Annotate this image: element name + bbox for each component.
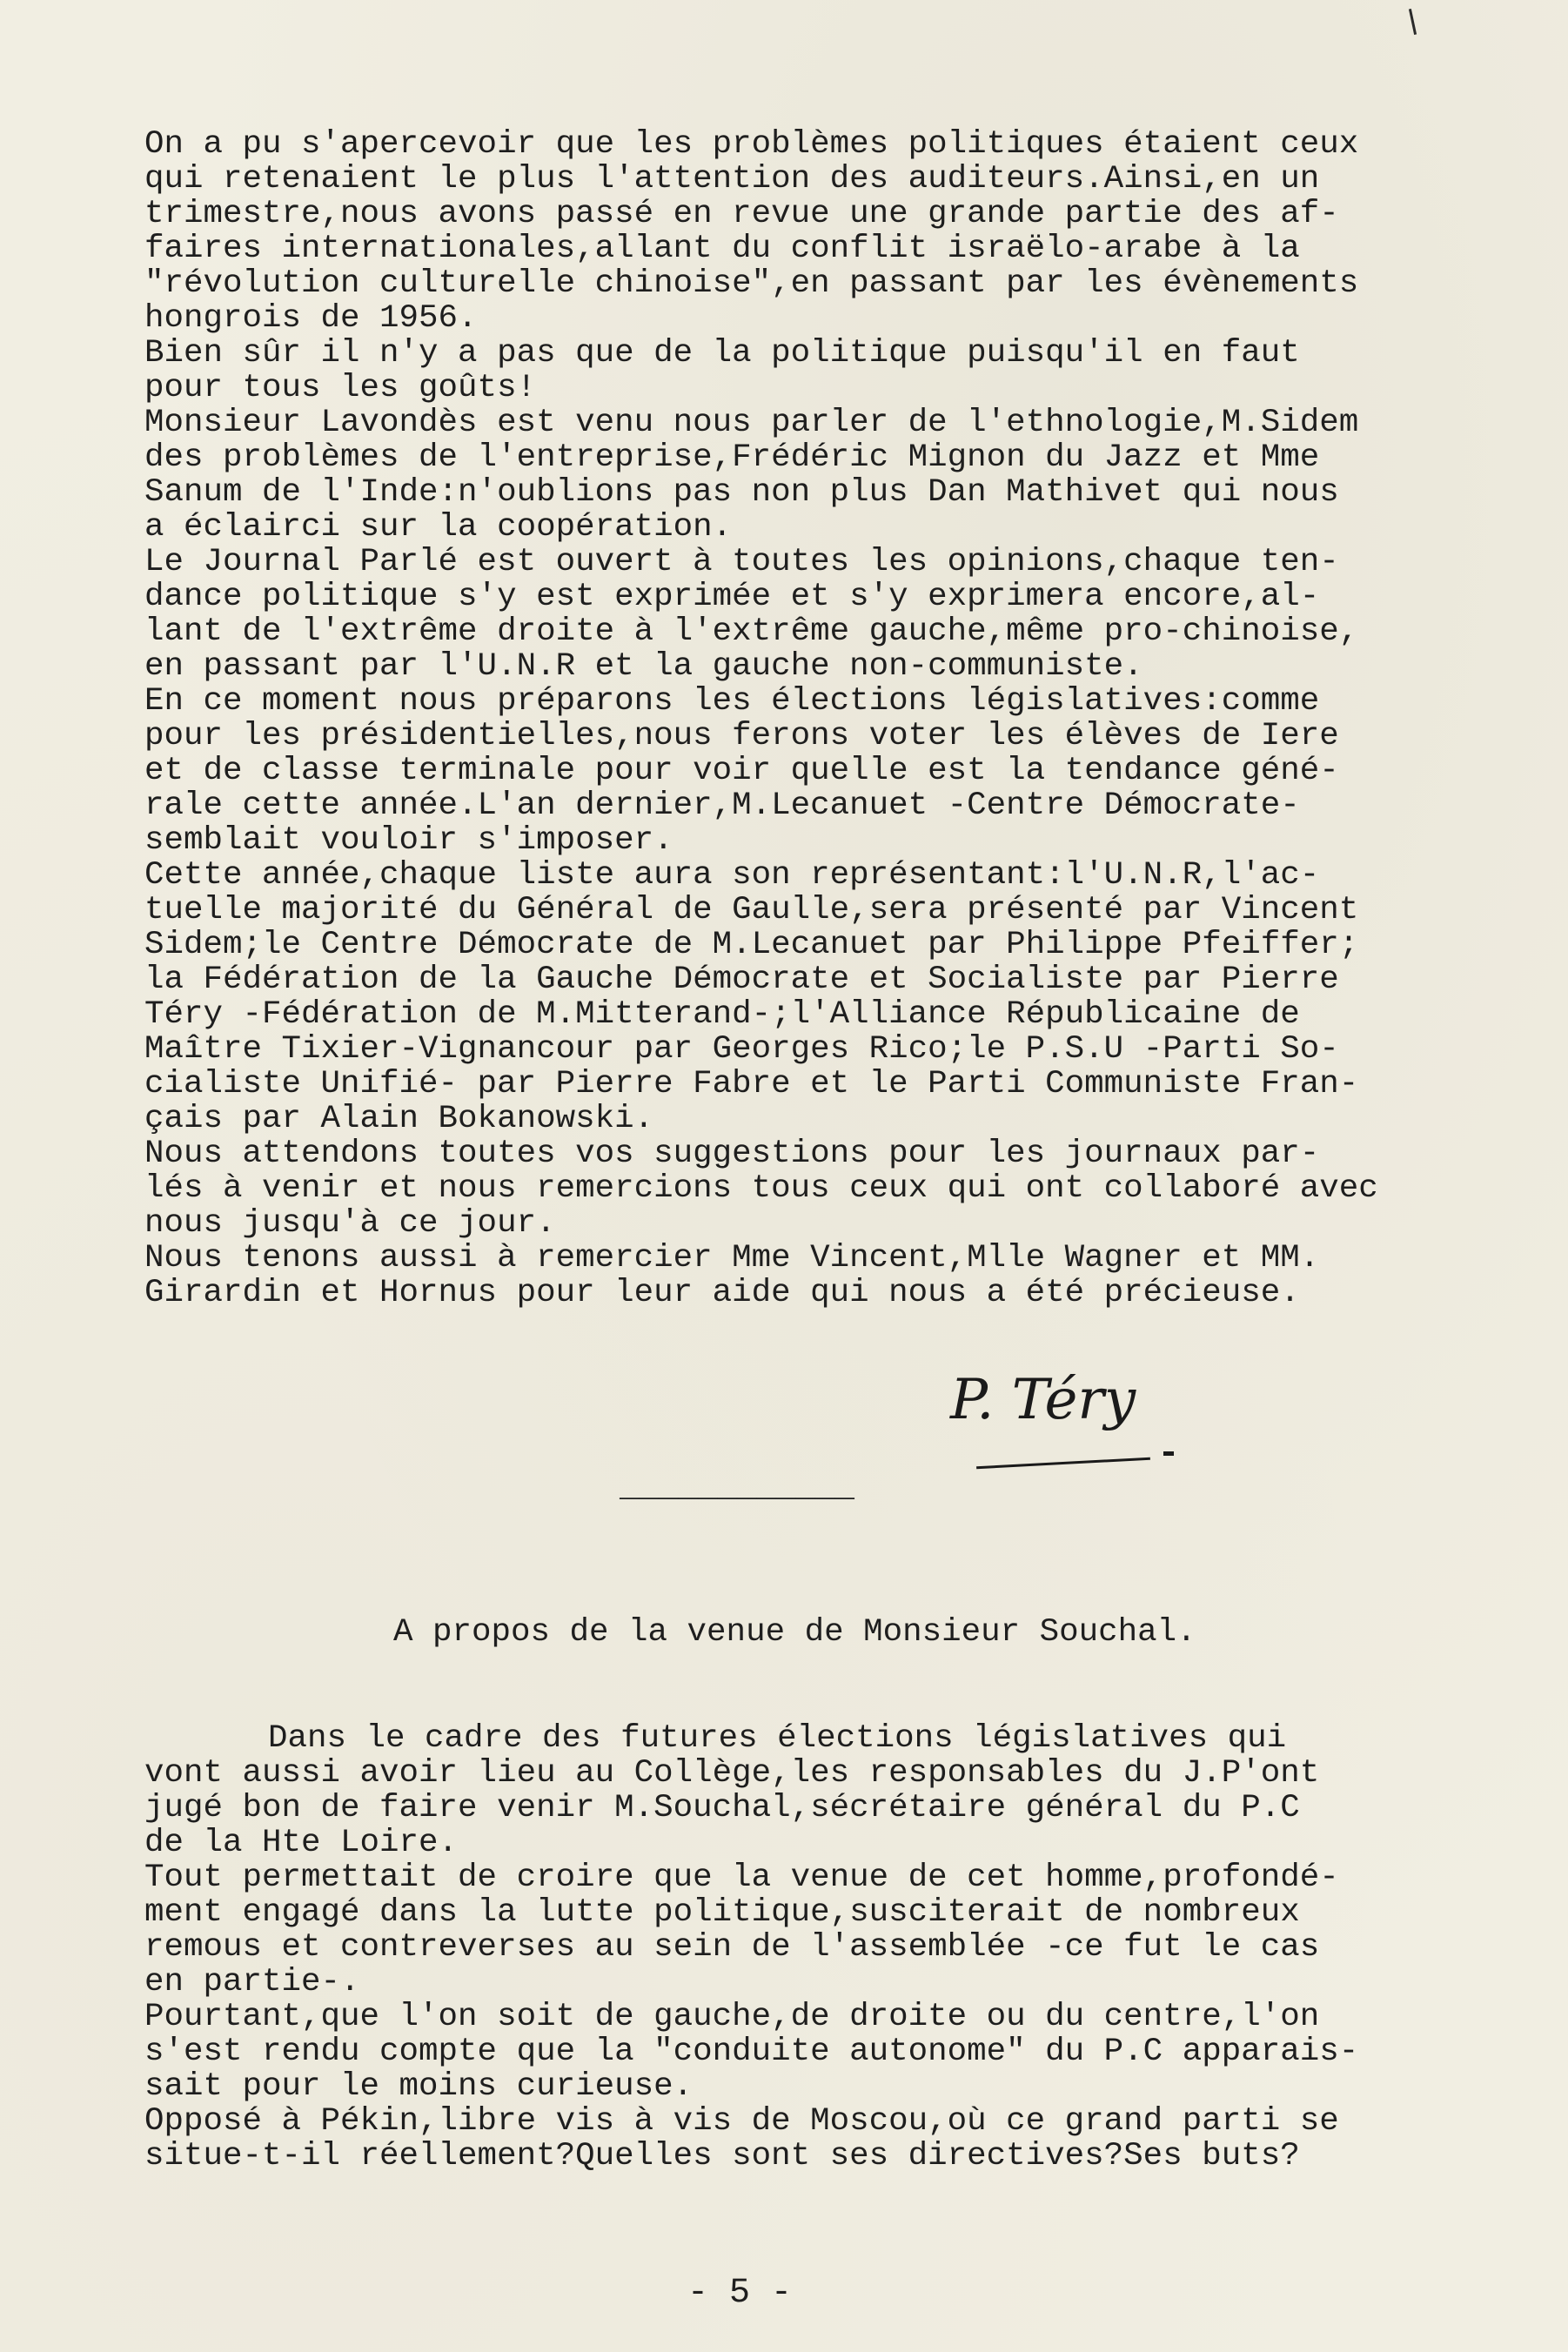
text-line: Monsieur Lavondès est venu nous parler de l'ethnologie,M.Sidem bbox=[144, 405, 1359, 441]
text-line: hongrois de 1956. bbox=[144, 300, 478, 337]
text-line: Cette année,chaque liste aura son représentant:l'U.N.R,l'ac- bbox=[144, 857, 1320, 894]
text-line: Le Journal Parlé est ouvert à toutes les opinions,chaque ten- bbox=[144, 544, 1339, 580]
text-line: des problèmes de l'entreprise,Frédéric Mignon du Jazz et Mme bbox=[144, 439, 1320, 476]
text-line: semblait vouloir s'imposer. bbox=[144, 822, 673, 859]
text-line: On a pu s'apercevoir que les problèmes politiques étaient ceux bbox=[144, 126, 1359, 163]
text-line: remous et contreverses au sein de l'assemblée -ce fut le cas bbox=[144, 1929, 1320, 1966]
text-line: s'est rendu compte que la "conduite autonome" du P.C apparais- bbox=[144, 2034, 1359, 2070]
text-line: Sidem;le Centre Démocrate de M.Lecanuet par Philippe Pfeiffer; bbox=[144, 927, 1359, 963]
text-line: lant de l'extrême droite à l'extrême gauche,même pro-chinoise, bbox=[144, 613, 1359, 650]
text-line: a éclairci sur la coopération. bbox=[144, 509, 733, 546]
text-line: vont aussi avoir lieu au Collège,les responsables du J.P'ont bbox=[144, 1755, 1320, 1792]
text-line: Nous attendons toutes vos suggestions pour les journaux par- bbox=[144, 1136, 1320, 1172]
text-line: Girardin et Hornus pour leur aide qui nous a été précieuse. bbox=[144, 1275, 1300, 1311]
text-line: sait pour le moins curieuse. bbox=[144, 2068, 694, 2105]
text-line: Sanum de l'Inde:n'oublions pas non plus Dan Mathivet qui nous bbox=[144, 474, 1339, 511]
text-line: Pourtant,que l'on soit de gauche,de droite ou du centre,l'on bbox=[144, 1999, 1320, 2035]
text-line: tuelle majorité du Général de Gaulle,sera présenté par Vincent bbox=[144, 892, 1359, 928]
text-line: situe-t-il réellement?Quelles sont ses directives?Ses buts? bbox=[144, 2138, 1300, 2174]
text-line: en passant par l'U.N.R et la gauche non-communiste. bbox=[144, 648, 1143, 685]
text-line: jugé bon de faire venir M.Souchal,sécrétaire général du P.C bbox=[144, 1790, 1300, 1826]
text-line: et de classe terminale pour voir quelle est la tendance géné- bbox=[144, 753, 1339, 789]
text-line: de la Hte Loire. bbox=[144, 1825, 459, 1861]
text-line: Bien sûr il n'y a pas que de la politique puisqu'il en faut bbox=[144, 335, 1300, 372]
section-separator: ____________ bbox=[620, 1470, 855, 1506]
signature-dash bbox=[1163, 1451, 1174, 1456]
text-line: Tout permettait de croire que la venue de cet homme,profondé- bbox=[144, 1859, 1339, 1896]
text-line: qui retenaient le plus l'attention des auditeurs.Ainsi,en un bbox=[144, 161, 1320, 198]
margin-mark bbox=[1409, 9, 1417, 35]
text-line: Dans le cadre des futures élections législatives qui bbox=[268, 1720, 1287, 1757]
text-line: nous jusqu'à ce jour. bbox=[144, 1205, 556, 1242]
signature-underline bbox=[976, 1457, 1150, 1469]
text-line: en partie-. bbox=[144, 1964, 360, 2000]
signature bbox=[950, 1368, 1176, 1472]
text-line: rale cette année.L'an dernier,M.Lecanuet -Centre Démocrate- bbox=[144, 787, 1300, 824]
text-line: Téry -Fédération de M.Mitterand-;l'Alliance Républicaine de bbox=[144, 996, 1300, 1033]
article-souchal bbox=[144, 1721, 1450, 2174]
text-line: Nous tenons aussi à remercier Mme Vincent,Mlle Wagner et MM. bbox=[144, 1240, 1320, 1277]
text-line: çais par Alain Bokanowski. bbox=[144, 1101, 654, 1137]
text-line: Maître Tixier-Vignancour par Georges Rico;le P.S.U -Parti So- bbox=[144, 1031, 1339, 1068]
text-line: cialiste Unifié- par Pierre Fabre et le Parti Communiste Fran- bbox=[144, 1066, 1359, 1102]
text-line: lés à venir et nous remercions tous ceux qui ont collaboré avec bbox=[144, 1170, 1378, 1207]
signature-text: P. Téry bbox=[950, 1368, 1136, 1432]
article-heading: A propos de la venue de Monsieur Souchal. bbox=[393, 1614, 1196, 1651]
text-line: faires internationales,allant du conflit israëlo-arabe à la bbox=[144, 231, 1300, 267]
text-line: "révolution culturelle chinoise",en passant par les évènements bbox=[144, 265, 1359, 302]
text-line: dance politique s'y est exprimée et s'y exprimera encore,al- bbox=[144, 579, 1320, 615]
text-line: ment engagé dans la lutte politique,susciterait de nombreux bbox=[144, 1894, 1300, 1931]
text-line: Opposé à Pékin,libre vis à vis de Moscou,où ce grand parti se bbox=[144, 2103, 1339, 2140]
text-line: la Fédération de la Gauche Démocrate et Socialiste par Pierre bbox=[144, 962, 1339, 998]
text-line: pour tous les goûts! bbox=[144, 370, 537, 406]
text-line: trimestre,nous avons passé en revue une grande partie des af- bbox=[144, 196, 1339, 232]
text-line: pour les présidentielles,nous ferons voter les élèves de Iere bbox=[144, 718, 1339, 754]
article-journal-parle bbox=[144, 127, 1450, 1310]
page-number: - 5 - bbox=[687, 2274, 793, 2313]
text-line: En ce moment nous préparons les élections législatives:comme bbox=[144, 683, 1320, 720]
